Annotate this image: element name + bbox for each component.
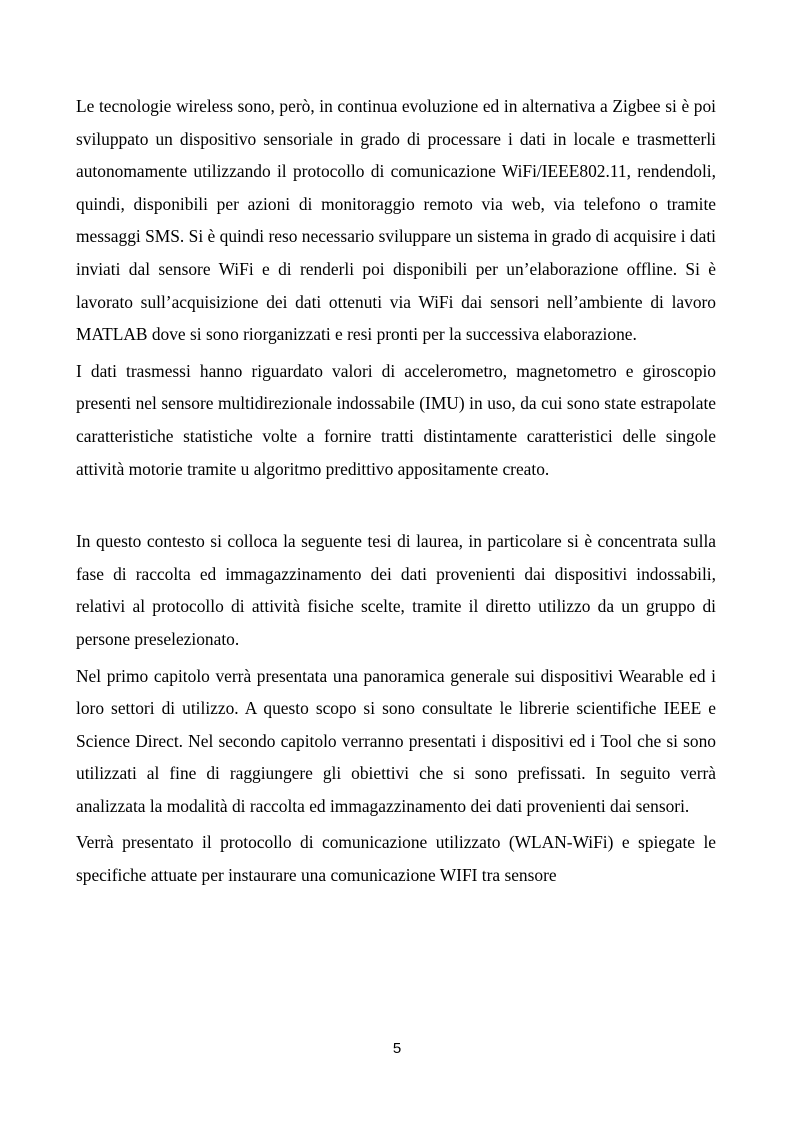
page-number: 5 xyxy=(392,1040,402,1057)
paragraph-wireless-intro: Le tecnologie wireless sono, però, in continua evoluzione ed in alternativa a Zigbee si è poi sviluppato un dispositivo sensoriale in grado di processare i dati in locale e trasmetterli autonomamente utilizzando il protocollo di comunicazione WiFi/IEEE802.11, rendendoli, quindi, disponibili per azioni di monitoraggio remoto via web, via telefono o tramite messaggi SMS. Si è quindi reso necessario sviluppare un sistema in grado di acquisire i dati inviati dal sensore WiFi e di renderli poi disponibili per un’elaborazione offline. Si è lavorato sull’acquisizione dei dati ottenuti via WiFi dai sensori nell’ambiente di lavoro MATLAB dove si sono riorganizzati e resi pronti per la successiva elaborazione. xyxy=(76,96,716,345)
paragraph-protocol: Verrà presentato il protocollo di comunicazione utilizzato (WLAN-WiFi) e spiegate le specifiche attuate per instaurare una comunicazione WIFI tra sensore xyxy=(76,832,716,886)
paragraph-chapter-overview: Nel primo capitolo verrà presentata una panoramica generale sui dispositivi Wearable ed i loro settori di utilizzo. A questo scopo si sono consultate le librerie scientifiche IEEE e Science Direct. Nel secondo capitolo verranno presentati i dispositivi ed i Tool che si sono utilizzati al fine di raggiungere gli obiettivi che si sono prefissati. In seguito verrà analizzata la modalità di raccolta ed immagazzinamento dei dati provenienti dai sensori. xyxy=(76,665,716,816)
paragraph-thesis-context: In questo contesto si colloca la seguente tesi di laurea, in particolare si è concentrata sulla fase di raccolta ed immagazzinamento dei dati provenienti dai dispositivi indossabili, relativi al protocollo di attività fisiche scelte, tramite il diretto utilizzo da un gruppo di persone preselezionato. xyxy=(76,531,716,649)
document-body xyxy=(76,90,716,892)
paragraph-data-transmitted: I dati trasmessi hanno riguardato valori di accelerometro, magnetometro e giroscopio presenti nel sensore multidirezionale indossabile (IMU) in uso, da cui sono state estrapolate caratteristiche statistiche volte a fornire tratti distintamente caratteristici delle singole attività motorie tramite u algoritmo predittivo appositamente creato. xyxy=(76,360,716,479)
